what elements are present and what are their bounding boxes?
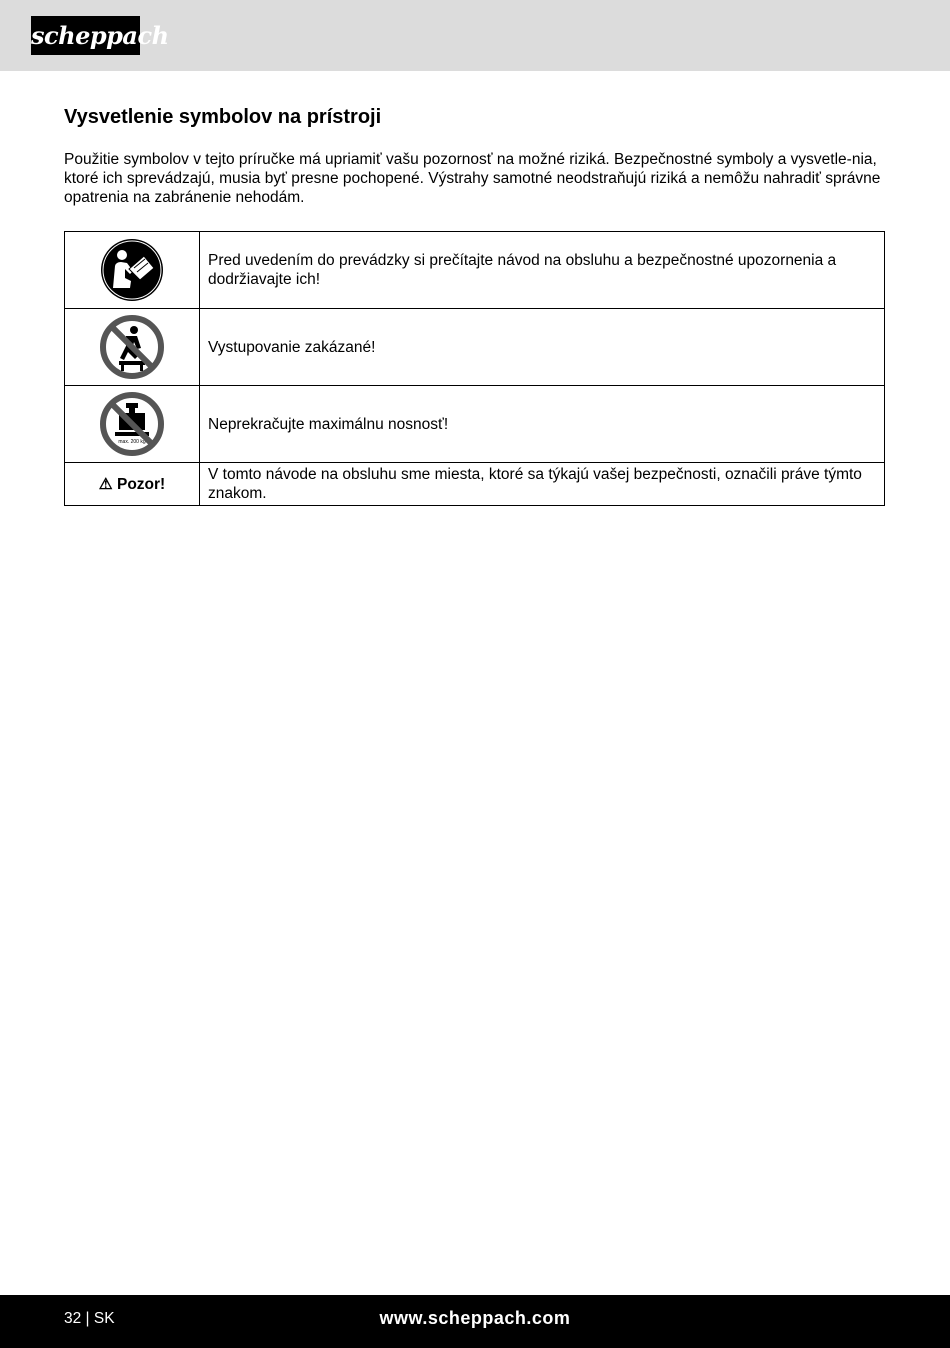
icon-cell	[65, 386, 200, 463]
symbols-table	[64, 231, 885, 506]
read-manual-icon	[100, 238, 164, 302]
symbol-description: Pred uvedením do prevádzky si prečítajte návod na obsluhu a bezpečnostné upozornenia a dodržiavajte ich!	[200, 232, 885, 309]
page-title: Vysvetlenie symbolov na prístroji	[64, 106, 382, 128]
scheppach-logo: scheppach	[31, 16, 140, 55]
warning-description: V tomto návode na obsluhu sme miesta, ktoré sa týkajú vašej bezpečnosti, označili práve týmto znakom.	[200, 463, 885, 506]
symbol-description: Vystupovanie zakázané!	[200, 309, 885, 386]
table-row	[65, 386, 885, 463]
website-link[interactable]: www.scheppach.com	[379, 1308, 571, 1328]
page-footer	[0, 1295, 950, 1348]
table-row	[65, 309, 885, 386]
intro-paragraph: Použitie symbolov v tejto príručke má upriamiť vašu pozornosť na možné riziká. Bezpečnostné symboly a vysvetle-nia, ktoré ich sprevádzajú, musia byť presne pochopené. Výstrahy samotné neodstraňujú riziká a nemôžu nahradiť správne opatrenia na zabránenie nehodám.	[64, 151, 881, 206]
page-number: 32 | SK	[64, 1310, 115, 1327]
page-header	[0, 0, 950, 71]
table-row	[65, 232, 885, 309]
warning-label: Pozor!	[117, 475, 166, 493]
max-load-label: max. 200 kg	[118, 439, 146, 445]
table-row	[65, 463, 885, 506]
icon-cell	[65, 232, 200, 309]
symbol-description: Neprekračujte maximálnu nosnosť!	[200, 386, 885, 463]
warning-triangle-icon: ⚠	[98, 475, 113, 493]
warning-cell	[65, 463, 200, 506]
no-stepping-icon	[99, 314, 165, 380]
max-load-icon	[99, 391, 165, 457]
icon-cell	[65, 309, 200, 386]
